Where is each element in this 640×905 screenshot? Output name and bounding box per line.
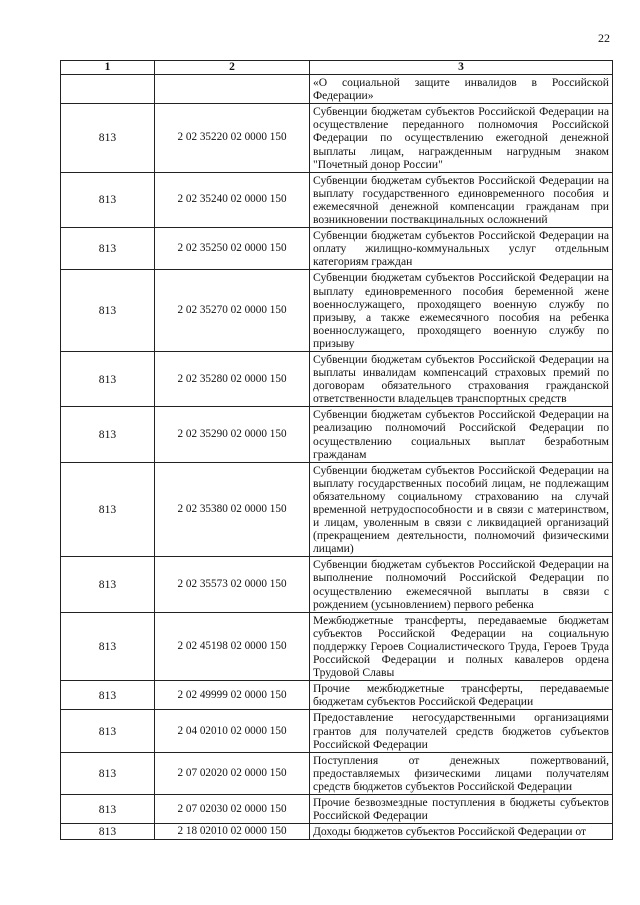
- header-col-2: 2: [155, 61, 310, 75]
- table-row: [61, 104, 613, 172]
- table-row: [61, 228, 613, 270]
- admin-code-cell: 813: [61, 557, 155, 612]
- description-cell: Субвенции бюджетам субъектов Российской Федерации на выплату единовременного пособия беременной жене военнослужащего, проходящего военную службу по призыву, а также ежемесячного пособия на ребенка военнослужащего, проходящего военную службу по призыву: [310, 270, 613, 352]
- budget-code-cell: 2 18 02010 02 0000 150: [155, 824, 310, 840]
- description-cell: Субвенции бюджетам субъектов Российской Федерации на осуществление переданного полномочия Российской Федерации по осуществлению ежегодной денежной выплаты лицам, награжденным нагрудным знаком "Почетный донор России": [310, 104, 613, 172]
- admin-code-cell: 813: [61, 752, 155, 794]
- budget-code-cell: [155, 75, 310, 104]
- admin-code-cell: 813: [61, 824, 155, 840]
- budget-codes-table: [60, 60, 613, 840]
- header-col-3: 3: [310, 61, 613, 75]
- budget-code-cell: 2 02 35240 02 0000 150: [155, 172, 310, 227]
- page-number: 22: [598, 31, 610, 45]
- table-row: [61, 351, 613, 406]
- description-cell: Субвенции бюджетам субъектов Российской Федерации на выплату государственного единовременного пособия и ежемесячной денежной компенсации гражданам при возникновении поствакцинальных осложнений: [310, 172, 613, 227]
- admin-code-cell: 813: [61, 270, 155, 352]
- admin-code-cell: 813: [61, 351, 155, 406]
- description-cell: Прочие безвозмездные поступления в бюджеты субъектов Российской Федерации: [310, 794, 613, 823]
- budget-code-cell: 2 02 35290 02 0000 150: [155, 407, 310, 462]
- budget-code-cell: 2 02 45198 02 0000 150: [155, 612, 310, 680]
- admin-code-cell: 813: [61, 407, 155, 462]
- budget-code-cell: 2 02 35270 02 0000 150: [155, 270, 310, 352]
- admin-code-cell: 813: [61, 228, 155, 270]
- table-row: [61, 612, 613, 680]
- table-row: [61, 794, 613, 823]
- admin-code-cell: 813: [61, 104, 155, 172]
- table-row: [61, 681, 613, 710]
- table-header-row: [61, 61, 613, 75]
- admin-code-cell: 813: [61, 710, 155, 752]
- budget-code-cell: 2 07 02020 02 0000 150: [155, 752, 310, 794]
- admin-code-cell: 813: [61, 462, 155, 557]
- description-cell: Межбюджетные трансферты, передаваемые бюджетам субъектов Российской Федерации на социальную поддержку Героев Социалистического Труда, Героев Труда Российской Федерации и полных кавалеров ордена Трудовой Славы: [310, 612, 613, 680]
- budget-code-cell: 2 02 49999 02 0000 150: [155, 681, 310, 710]
- table-row: [61, 407, 613, 462]
- header-col-1: 1: [61, 61, 155, 75]
- budget-code-cell: 2 04 02010 02 0000 150: [155, 710, 310, 752]
- budget-code-cell: 2 02 35220 02 0000 150: [155, 104, 310, 172]
- description-cell: Предоставление негосударственными организациями грантов для получателей средств бюджетов субъектов Российской Федерации: [310, 710, 613, 752]
- table-row: [61, 752, 613, 794]
- description-cell: Субвенции бюджетам субъектов Российской Федерации на реализацию полномочий Российской Федерации по осуществлению социальных выплат безработным гражданам: [310, 407, 613, 462]
- admin-code-cell: 813: [61, 172, 155, 227]
- table-row: [61, 270, 613, 352]
- table-row: [61, 824, 613, 840]
- description-cell: Прочие межбюджетные трансферты, передаваемые бюджетам субъектов Российской Федерации: [310, 681, 613, 710]
- description-cell: Субвенции бюджетам субъектов Российской Федерации на выплату государственных пособий лицам, не подлежащим обязательному социальному страхованию на случай временной нетрудоспособности и в связи с материнством, и лицам, уволенным в связи с ликвидацией организаций (прекращением деятельности, полномочий физическими лицами): [310, 462, 613, 557]
- description-cell: Субвенции бюджетам субъектов Российской Федерации на выполнение полномочий Российской Федерации по осуществлению ежемесячной выплаты в связи с рождением (усыновлением) первого ребенка: [310, 557, 613, 612]
- table-row: [61, 462, 613, 557]
- description-cell: Поступления от денежных пожертвований, предоставляемых физическими лицами получателям средств бюджетов субъектов Российской Федерации: [310, 752, 613, 794]
- description-cell: «О социальной защите инвалидов в Российской Федерации»: [310, 75, 613, 104]
- table-row: [61, 557, 613, 612]
- admin-code-cell: 813: [61, 612, 155, 680]
- admin-code-cell: 813: [61, 681, 155, 710]
- budget-code-cell: 2 07 02030 02 0000 150: [155, 794, 310, 823]
- admin-code-cell: 813: [61, 794, 155, 823]
- budget-code-cell: 2 02 35280 02 0000 150: [155, 351, 310, 406]
- budget-code-cell: 2 02 35250 02 0000 150: [155, 228, 310, 270]
- budget-code-cell: 2 02 35573 02 0000 150: [155, 557, 310, 612]
- table-row: [61, 75, 613, 104]
- table-row: [61, 710, 613, 752]
- admin-code-cell: [61, 75, 155, 104]
- budget-code-cell: 2 02 35380 02 0000 150: [155, 462, 310, 557]
- table-row: [61, 172, 613, 227]
- description-cell: Субвенции бюджетам субъектов Российской Федерации на выплаты инвалидам компенсаций страховых премий по договорам обязательного страхования гражданской ответственности владельцев транспортных средств: [310, 351, 613, 406]
- description-cell: Субвенции бюджетам субъектов Российской Федерации на оплату жилищно-коммунальных услуг отдельным категориям граждан: [310, 228, 613, 270]
- description-cell: Доходы бюджетов субъектов Российской Федерации от: [310, 824, 613, 840]
